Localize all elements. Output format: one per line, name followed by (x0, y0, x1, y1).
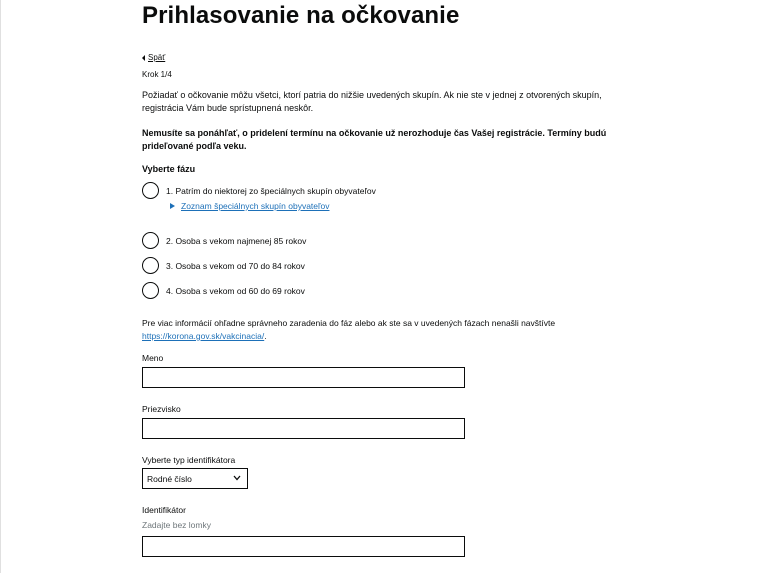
step-indicator: Krok 1/4 (142, 70, 172, 79)
page-title: Prihlasovanie na očkovanie (142, 2, 460, 29)
phase-option-4[interactable] (142, 282, 305, 299)
more-info-paragraph (142, 317, 612, 343)
phase-option-2[interactable] (142, 232, 306, 249)
phase-option-1[interactable] (142, 182, 376, 199)
phase-option-label: 2. Osoba s vekom najmenej 85 rokov (166, 235, 307, 246)
phase-option-label: 4. Osoba s vekom od 60 do 69 rokov (166, 285, 305, 296)
intro-paragraph: Požiadať o očkovanie môžu všetci, ktorí patria do nižšie uvedených skupín. Ak nie ste v jednej z otvorených skupín, registrácia Vám bude sprístupnená neskôr. (142, 90, 602, 113)
back-triangle-icon (142, 55, 145, 61)
phase-option-3[interactable] (142, 257, 305, 274)
radio-button[interactable] (142, 282, 159, 299)
disclosure-triangle-icon (170, 203, 175, 209)
radio-button[interactable] (142, 182, 159, 199)
vaccination-info-link[interactable]: https://korona.gov.sk/vakcinacia/ (142, 331, 265, 341)
page-edge (0, 0, 1, 573)
radio-button[interactable] (142, 257, 159, 274)
back-link-label: Späť (148, 53, 166, 62)
id-type-selected-value: Rodné číslo (147, 473, 192, 484)
id-type-select[interactable] (142, 468, 248, 489)
last-name-input[interactable] (142, 418, 465, 439)
identifier-input[interactable] (142, 536, 465, 557)
first-name-label: Meno (142, 353, 164, 363)
radio-button[interactable] (142, 232, 159, 249)
identifier-hint: Zadajte bez lomky (142, 520, 211, 530)
last-name-label: Priezvisko (142, 404, 181, 414)
special-groups-details[interactable] (170, 201, 329, 211)
notice-paragraph: Nemusíte sa ponáhľať, o pridelení termínu na očkovanie už nerozhoduje čas Vašej registrácie. Termíny budú prideľované podľa veku. (142, 128, 607, 151)
more-info-text: Pre viac informácií ohľadne správneho zaradenia do fáz alebo ak ste sa v uvedených fázach nenašli navštívte (142, 318, 556, 328)
special-groups-link[interactable]: Zoznam špeciálnych skupín obyvateľov (181, 201, 330, 211)
phase-option-label: 1. Patrím do niektorej zo špeciálnych skupín obyvateľov (166, 185, 376, 196)
phase-legend: Vyberte fázu (142, 164, 196, 174)
chevron-down-icon (233, 475, 241, 481)
more-info-suffix: . (264, 331, 267, 341)
phase-option-label: 3. Osoba s vekom od 70 do 84 rokov (166, 260, 305, 271)
identifier-label: Identifikátor (142, 505, 186, 515)
id-type-label: Vyberte typ identifikátora (142, 455, 236, 465)
back-link[interactable] (142, 53, 165, 62)
first-name-input[interactable] (142, 367, 465, 388)
